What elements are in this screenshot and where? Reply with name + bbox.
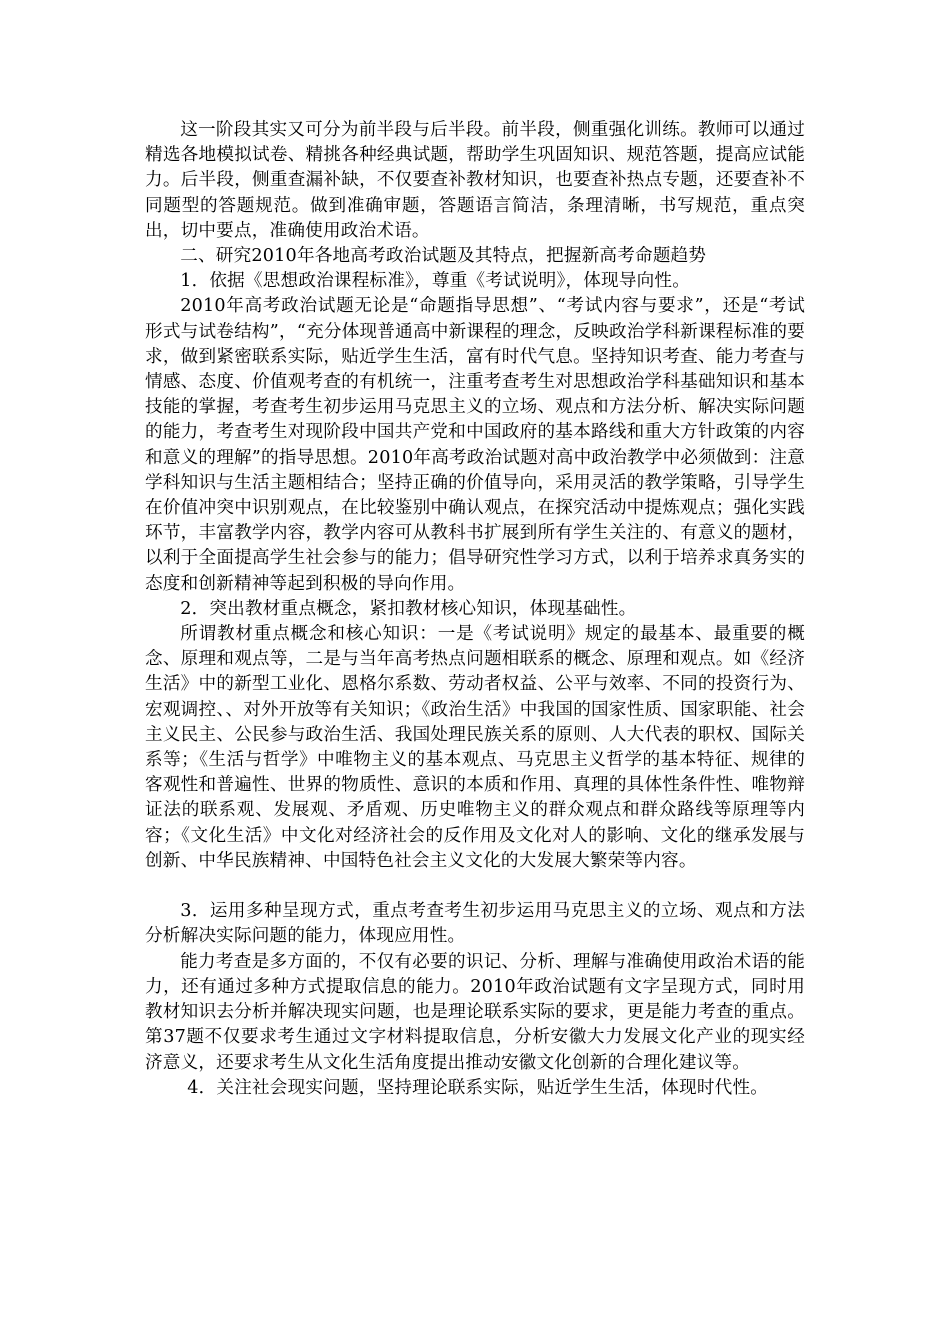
- section-heading-2: 二、研究2010年各地高考政治试题及其特点，把握新高考命题趋势: [180, 246, 707, 267]
- paragraph-core-knowledge: 所谓教材重点概念和核心知识：一是《考试说明》规定的最基本、最重要的概念、原理和观点等，二是与当年高考热点问题相联系的概念、原理和观点。如《经济生活》中的新型工业化、恩格尔系数、劳动者权益、公平与效率、不同的投资行为、宏观调控、、对外开放等有关知识；《政治生活》中我国的国家性质、国家职能、社会主义民主、公民参与政治生活、我国处理民族关系的原则、人大代表的职权、国际关系等；《生活与哲学》中唯物主义的基本观点、马克思主义哲学的基本特征、规律的客观性和普遍性、世界的物质性、意识的本质和作用、真理的具体性条件性、唯物辩证法的联系观、发展观、矛盾观、历史唯物主义的群众观点和群众路线等原理等内容；《文化生活》中文化对经济社会的反作用及文化对人的影响、文化的继承发展与创新、中华民族精神、中国特色社会主义文化的大发展大繁荣等内容。: [145, 624, 805, 871]
- subheading-4: 4．关注社会现实问题，坚持理论联系实际，贴近学生生活，体现时代性。: [187, 1077, 769, 1098]
- subheading-3: 3．运用多种呈现方式，重点考查考生初步运用马克思主义的立场、观点和方法分析解决实际问题的能力，体现应用性。: [145, 901, 805, 947]
- paragraph-review-phases: 这一阶段其实又可分为前半段与后半段。前半段，侧重强化训练。教师可以通过精选各地模拟试卷、精挑各种经典试题，帮助学生巩固知识、规范答题，提高应试能力。后半段，侧重查漏补缺，不仅要查补教材知识，也要查补热点专题，还要查补不同题型的答题规范。做到准确审题，答题语言简洁，条理清晰，书写规范，重点突出，切中要点，准确使用政治术语。: [145, 120, 805, 241]
- paragraph-guidance: 2010年高考政治试题无论是“命题指导思想”、“考试内容与要求”，还是“考试形式与试卷结构”，“充分体现普通高中新课程的理念，反映政治学科新课程标准的要求，做到紧密联系实际，贴近学生生活，富有时代气息。坚持知识考查、能力考查与情感、态度、价值观考查的有机统一，注重考查考生对思想政治学科基础知识和基本技能的掌握，考查考生初步运用马克思主义的立场、观点和方法分析、解决实际问题的能力，考查考生对现阶段中国共产党和中国政府的基本路线和重大方针政策的内容和意义的理解”的指导思想。2010年高考政治试题对高中政治教学中必须做到：注意学科知识与生活主题相结合；坚持正确的价值导向，采用灵活的教学策略，引导学生在价值冲突中识别观点，在比较鉴别中确认观点，在探究活动中提炼观点；强化实践环节，丰富教学内容，教学内容可从教科书扩展到所有学生关注的、有意义的题材，以利于全面提高学生社会参与的能力；倡导研究性学习方式，以利于培养求真务实的态度和创新精神等起到积极的导向作用。: [145, 296, 805, 594]
- subheading-2: 2．突出教材重点概念，紧扣教材核心知识，体现基础性。: [180, 598, 637, 619]
- subheading-1: 1．依据《思想政治课程标准》，尊重《考试说明》，体现导向性。: [180, 271, 691, 292]
- document-page: [145, 118, 805, 1101]
- paragraph-gap: [145, 874, 805, 899]
- paragraph-ability: 能力考查是多方面的，不仅有必要的识记、分析、理解与准确使用政治术语的能力，还有通过多种方式提取信息的能力。2010年政治试题有文字呈现方式，同时用教材知识去分析并解决现实问题，也是理论联系实际的要求，更是能力考查的重点。第37题不仅要求考生通过文字材料提取信息，分析安徽大力发展文化产业的现实经济意义，还要求考生从文化生活角度提出推动安徽文化创新的合理化建议等。: [145, 951, 805, 1073]
